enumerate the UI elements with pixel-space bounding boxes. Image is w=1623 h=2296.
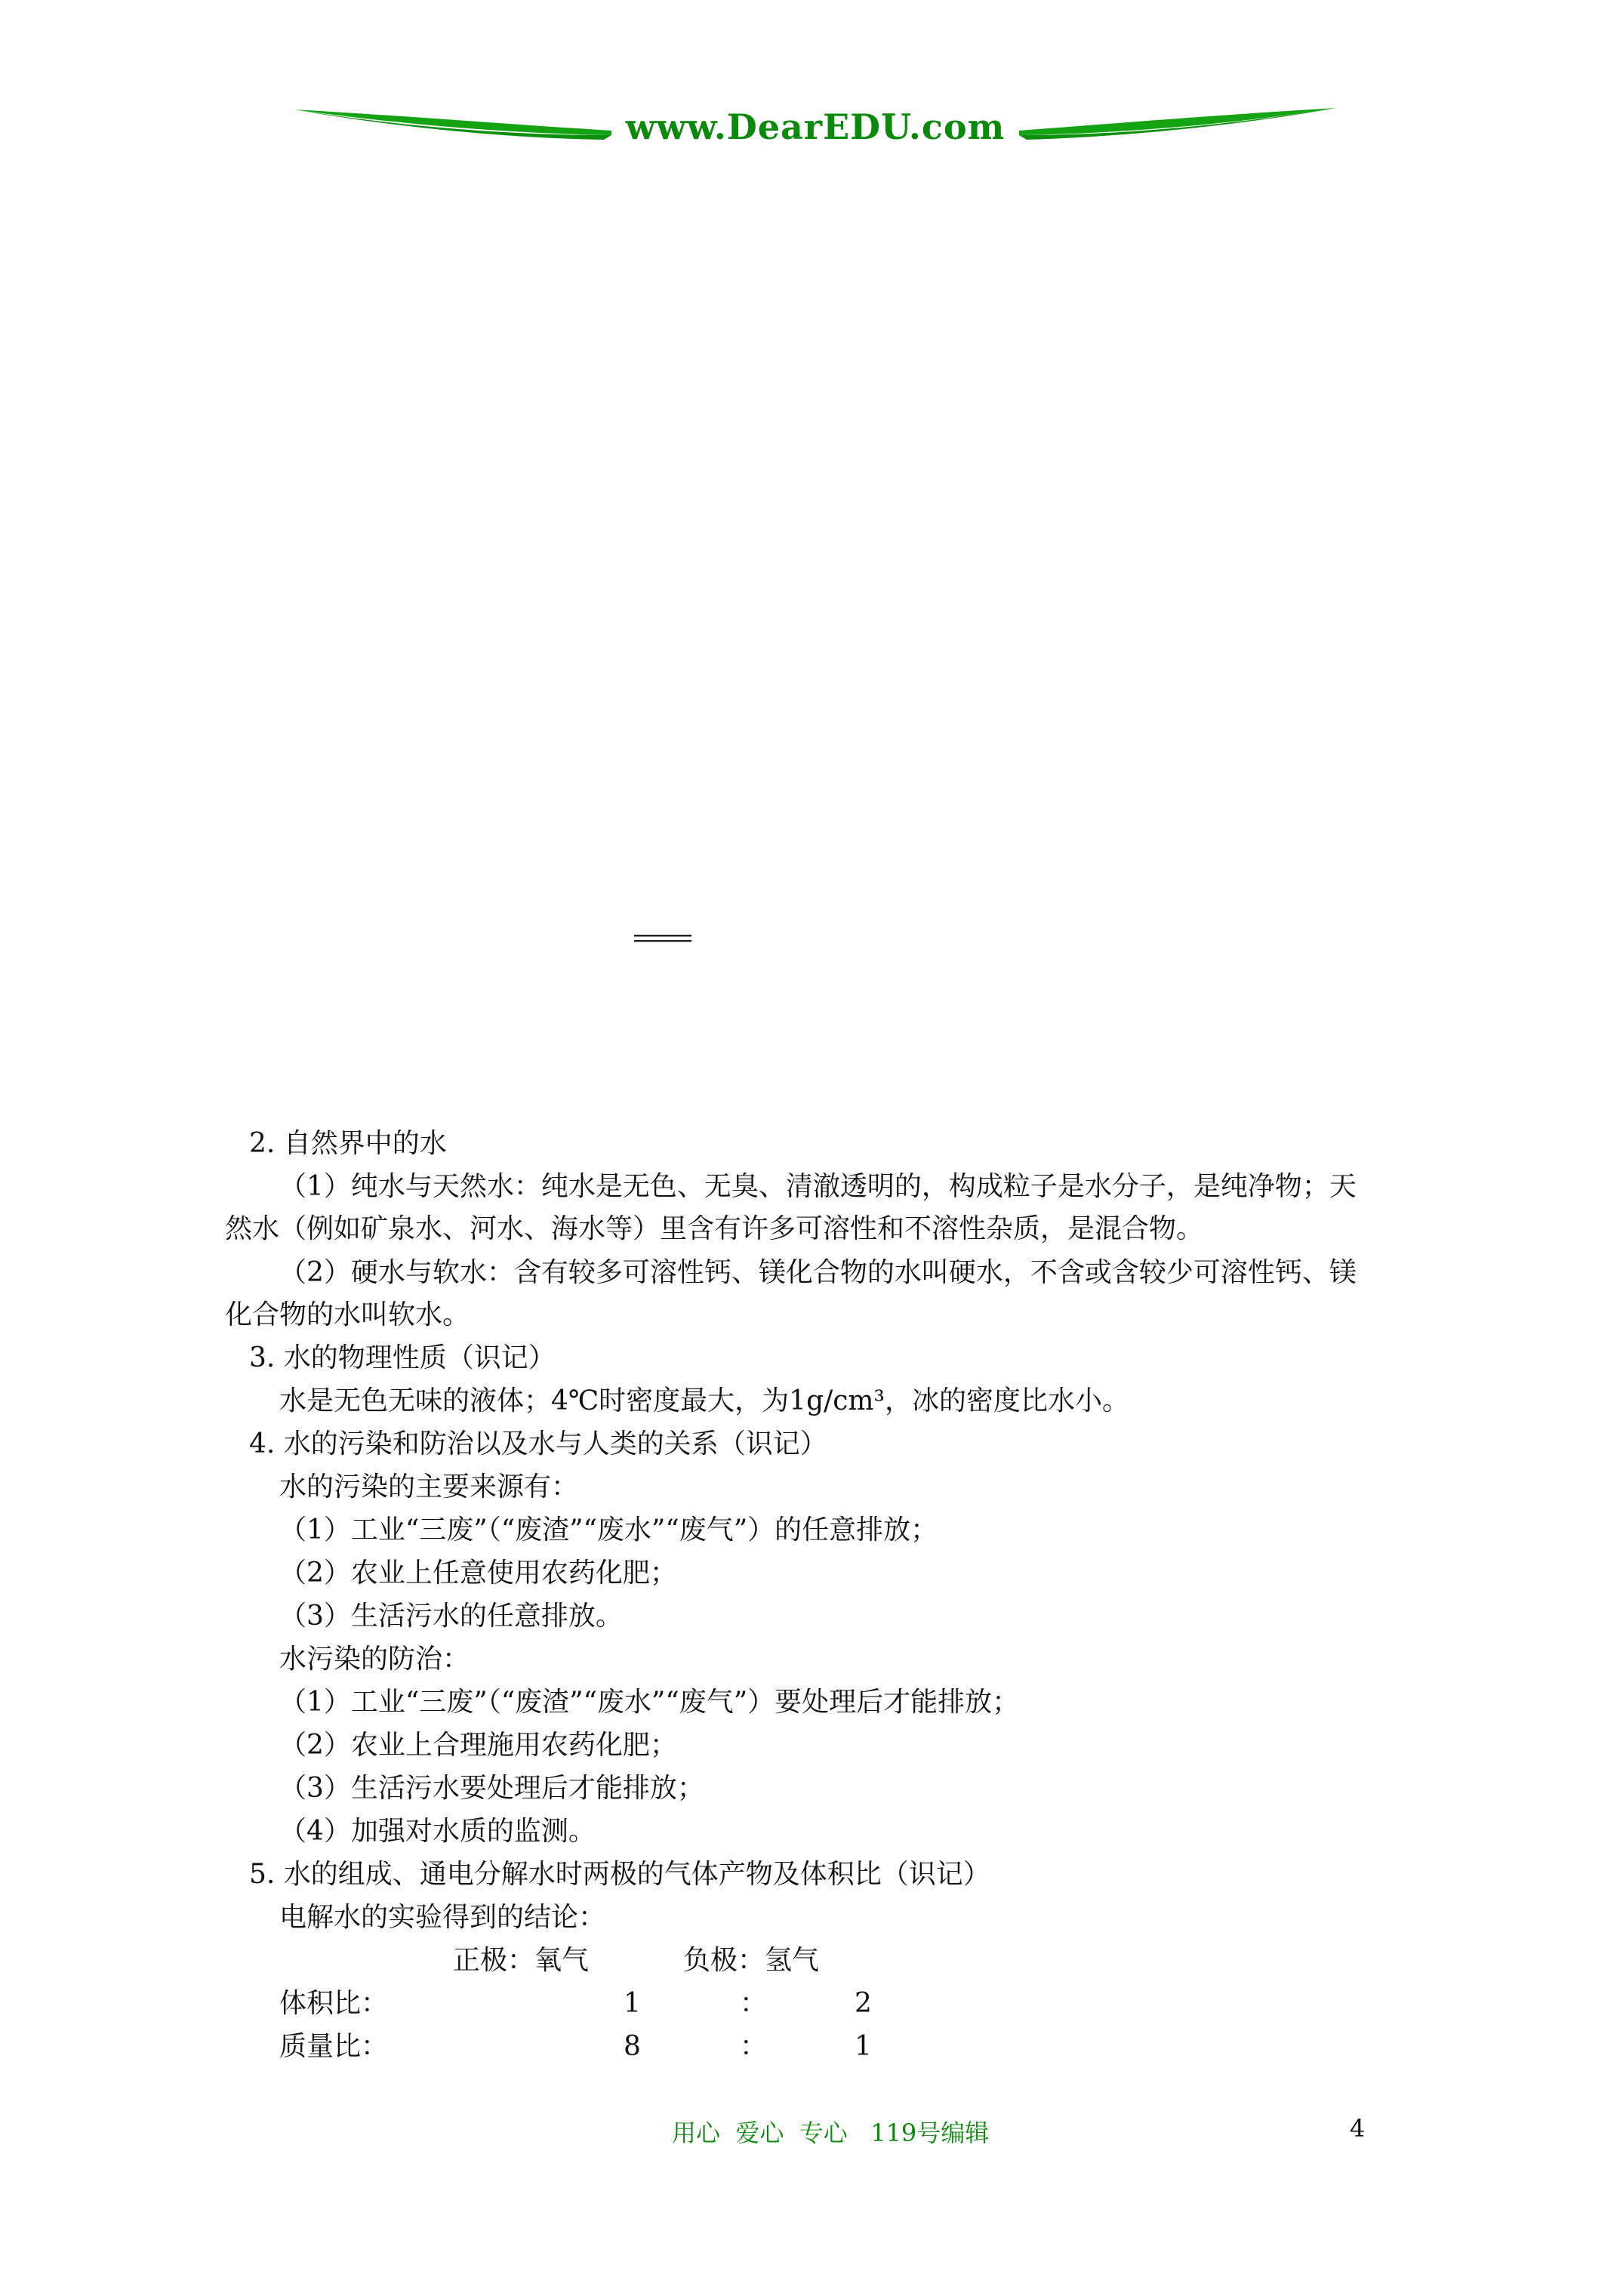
section-4-prevention-4: （4）加强对水质的监测。: [279, 1816, 596, 1847]
section-2-para-2b: 化合物的水叫软水。: [225, 1299, 470, 1330]
section-4-title: 4. 水的污染和防治以及水与人类的关系（识记）: [249, 1428, 827, 1459]
table-cell-value: 1: [624, 1988, 641, 2019]
section-4-prevention-3: （3）生活污水要处理后才能排放；: [279, 1773, 704, 1804]
double-rule: [634, 935, 691, 943]
section-3-title: 3. 水的物理性质（识记）: [249, 1342, 556, 1373]
table-cell-separator: ：: [740, 2031, 768, 2062]
table-header-negative: 负极：氢气: [683, 1945, 820, 1976]
table-cell-separator: ：: [740, 1988, 768, 2019]
page-number: 4: [1350, 2114, 1366, 2143]
header-banner: [287, 102, 1344, 155]
section-2-title: 2. 自然界中的水: [249, 1128, 447, 1159]
section-2-para-2a: （2）硬水与软水：含有较多可溶性钙、镁化合物的水叫硬水，不含或含较少可溶性钙、镁: [279, 1257, 1357, 1288]
section-4-source-3: （3）生活污水的任意排放。: [279, 1601, 623, 1632]
section-2-para-1b: 然水（例如矿泉水、河水、海水等）里含有许多可溶性和不溶性杂质，是混合物。: [225, 1213, 1204, 1244]
table-row-label: 质量比：: [279, 2031, 389, 2062]
section-4-prevention-1: （1）工业“三废”（“废渣”“废水”“废气”）要处理后才能排放；: [279, 1687, 1020, 1718]
section-4-prevention-2: （2）农业上合理施用农药化肥；: [279, 1730, 677, 1761]
site-name[interactable]: www.DearEDU.com: [625, 106, 1006, 147]
section-5-intro: 电解水的实验得到的结论：: [279, 1902, 606, 1933]
table-cell-value: 2: [855, 1988, 872, 2019]
section-4-source-2: （2）农业上任意使用农药化肥；: [279, 1558, 677, 1589]
table-cell-value: 1: [855, 2031, 872, 2062]
footer-text: 用心 爱心 专心 119号编辑: [672, 2119, 990, 2147]
section-4-sources-heading: 水的污染的主要来源有：: [279, 1472, 579, 1502]
section-5-title: 5. 水的组成、通电分解水时两极的气体产物及体积比（识记）: [249, 1859, 990, 1890]
section-4-source-1: （1）工业“三废”（“废渣”“废水”“废气”）的任意排放；: [279, 1515, 938, 1546]
table-header-positive: 正极：氧气: [453, 1945, 590, 1976]
section-4-prevention-heading: 水污染的防治：: [279, 1644, 470, 1675]
section-2-para-1a: （1）纯水与天然水：纯水是无色、无臭、清澈透明的，构成粒子是水分子，是纯净物；天: [279, 1171, 1357, 1202]
section-3-para: 水是无色无味的液体；4℃时密度最大，为1g/cm³，冰的密度比水小。: [279, 1385, 1129, 1416]
table-row-label: 体积比：: [279, 1988, 389, 2019]
table-cell-value: 8: [624, 2031, 641, 2062]
